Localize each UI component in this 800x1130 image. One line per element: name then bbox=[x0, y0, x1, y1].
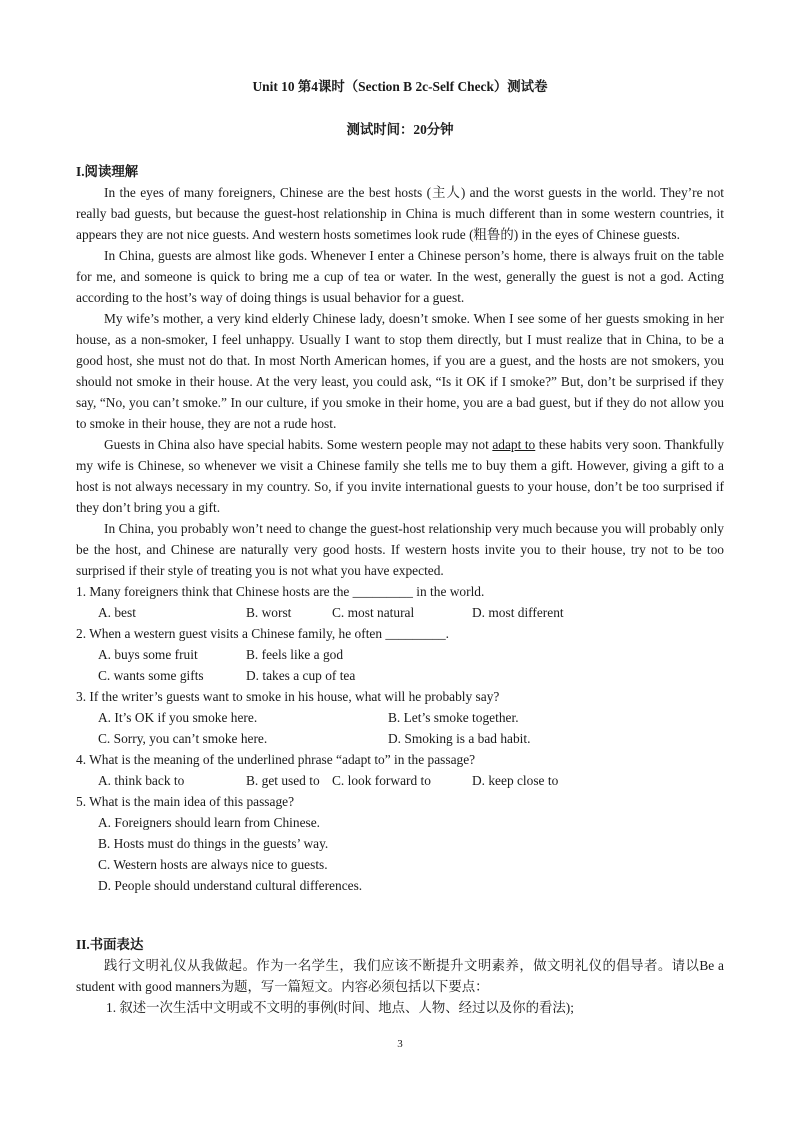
option-row bbox=[76, 728, 724, 749]
option-row bbox=[76, 707, 724, 728]
answer-option: B. worst bbox=[246, 605, 292, 620]
answer-option: A. think back to bbox=[98, 773, 185, 788]
answer-option: D. People should understand cultural differences. bbox=[98, 878, 363, 893]
question-stem: 2. When a western guest visits a Chinese family, he often _________. bbox=[76, 626, 450, 641]
writing-heading: II.书面表达 bbox=[76, 937, 144, 952]
answer-option: B. get used to bbox=[246, 773, 320, 788]
passage-paragraph-4 bbox=[76, 434, 724, 518]
answer-option: A. best bbox=[98, 605, 136, 620]
page-number: 3 bbox=[397, 1038, 403, 1050]
test-time: 测试时间：20分钟 bbox=[346, 122, 454, 137]
answer-option: D. keep close to bbox=[472, 773, 559, 788]
answer-option: D. takes a cup of tea bbox=[246, 668, 356, 683]
answer-option: B. feels like a god bbox=[246, 647, 344, 662]
passage-paragraph-2: In China, guests are almost like gods. Whenever I enter a Chinese person’s home, there is always fruit on the table for me, and someone is quick to bring me a cup of tea or water. In the west, generally the guest is not a god. Acting according to the host’s way of doing things is usual behavior for a guest. bbox=[76, 248, 724, 305]
reading-section bbox=[76, 161, 724, 896]
underlined-phrase: adapt to bbox=[492, 437, 536, 452]
p4-text-after: these habits very soon. Thankfully my wife is Chinese, so whenever we visit a Chinese family she tells me to buy them a gift. However, giving a gift to a host is not always necessary in my country. So, if you invite international guests to your house, don’t be too surprised if they don’t bring you a gift. bbox=[76, 437, 725, 515]
writing-prompt: 践行文明礼仪从我做起。作为一名学生，我们应该不断提升文明素养，做文明礼仪的倡导者。请以Be a student with good manners为题，写一篇短文。内容必须包括以下要点： bbox=[76, 958, 724, 994]
answer-option: B. Let’s smoke together. bbox=[388, 710, 519, 725]
passage-paragraph-5: In China, you probably won’t need to change the guest-host relationship very much because you will probably only be the host, and Chinese are naturally very good hosts. If western hosts invite you to their house, try not to be too surprised if their style of treating you is not what you have expected. bbox=[76, 521, 724, 578]
question-stem: 5. What is the main idea of this passage? bbox=[76, 794, 295, 809]
option-row bbox=[76, 644, 724, 665]
option-row bbox=[76, 854, 724, 875]
option-row bbox=[76, 875, 724, 896]
question-stem: 1. Many foreigners think that Chinese hosts are the _________ in the world. bbox=[76, 584, 485, 599]
option-row bbox=[76, 833, 724, 854]
answer-option: D. Smoking is a bad habit. bbox=[388, 731, 531, 746]
answer-option: C. wants some gifts bbox=[98, 668, 204, 683]
reading-heading: I.阅读理解 bbox=[76, 164, 139, 179]
answer-option: A. buys some fruit bbox=[98, 647, 198, 662]
writing-section bbox=[76, 934, 724, 1018]
worksheet-title: Unit 10 第4课时（Section B 2c-Self Check）测试卷 bbox=[252, 79, 548, 94]
answer-option: B. Hosts must do things in the guests’ way. bbox=[98, 836, 329, 851]
answer-option: A. It’s OK if you smoke here. bbox=[98, 710, 258, 725]
option-row bbox=[76, 665, 724, 686]
writing-point-1: 1. 叙述一次生活中文明或不文明的事例(时间、地点、人物、经过以及你的看法); bbox=[106, 1000, 574, 1015]
passage-paragraph-1: In the eyes of many foreigners, Chinese are the best hosts (主人) and the worst guests in the world. They’re not really bad guests, but because the guest-host relationship in China is much different than in some western countries, it appears they are not nice guests. And western hosts sometimes look rude (粗鲁的) in the eyes of Chinese guests. bbox=[76, 185, 724, 242]
question-stem: 3. If the writer’s guests want to smoke in his house, what will he probably say? bbox=[76, 689, 500, 704]
option-row bbox=[76, 812, 724, 833]
answer-option: A. Foreigners should learn from Chinese. bbox=[98, 815, 321, 830]
answer-option: C. look forward to bbox=[332, 773, 431, 788]
answer-option: D. most different bbox=[472, 605, 564, 620]
option-row bbox=[76, 602, 724, 623]
passage-paragraph-3: My wife’s mother, a very kind elderly Chinese lady, doesn’t smoke. When I see some of her guests smoking in her house, as a non-smoker, I feel unhappy. Usually I want to stop them directly, but I must realize that in China, to be a good host, she must not do that. In most North American homes, if you are a guest, and the hosts are not smokers, you should not smoke in their house. At the very least, you could ask, “Is it OK if I smoke?” But, don’t be surprised if they say, “No, you can’t smoke.” In our culture, if you smoke in their home, you are a bad guest, but if they do not allow you to smoke in their house, they are not a rude host. bbox=[76, 311, 724, 431]
option-row bbox=[76, 770, 724, 791]
p4-text-before: Guests in China also have special habits. Some western people may not bbox=[104, 437, 493, 452]
answer-option: C. Western hosts are always nice to guests. bbox=[98, 857, 328, 872]
answer-option: C. most natural bbox=[332, 605, 415, 620]
question-stem: 4. What is the meaning of the underlined phrase “adapt to” in the passage? bbox=[76, 752, 476, 767]
question-list bbox=[76, 581, 724, 896]
answer-option: C. Sorry, you can’t smoke here. bbox=[98, 731, 268, 746]
